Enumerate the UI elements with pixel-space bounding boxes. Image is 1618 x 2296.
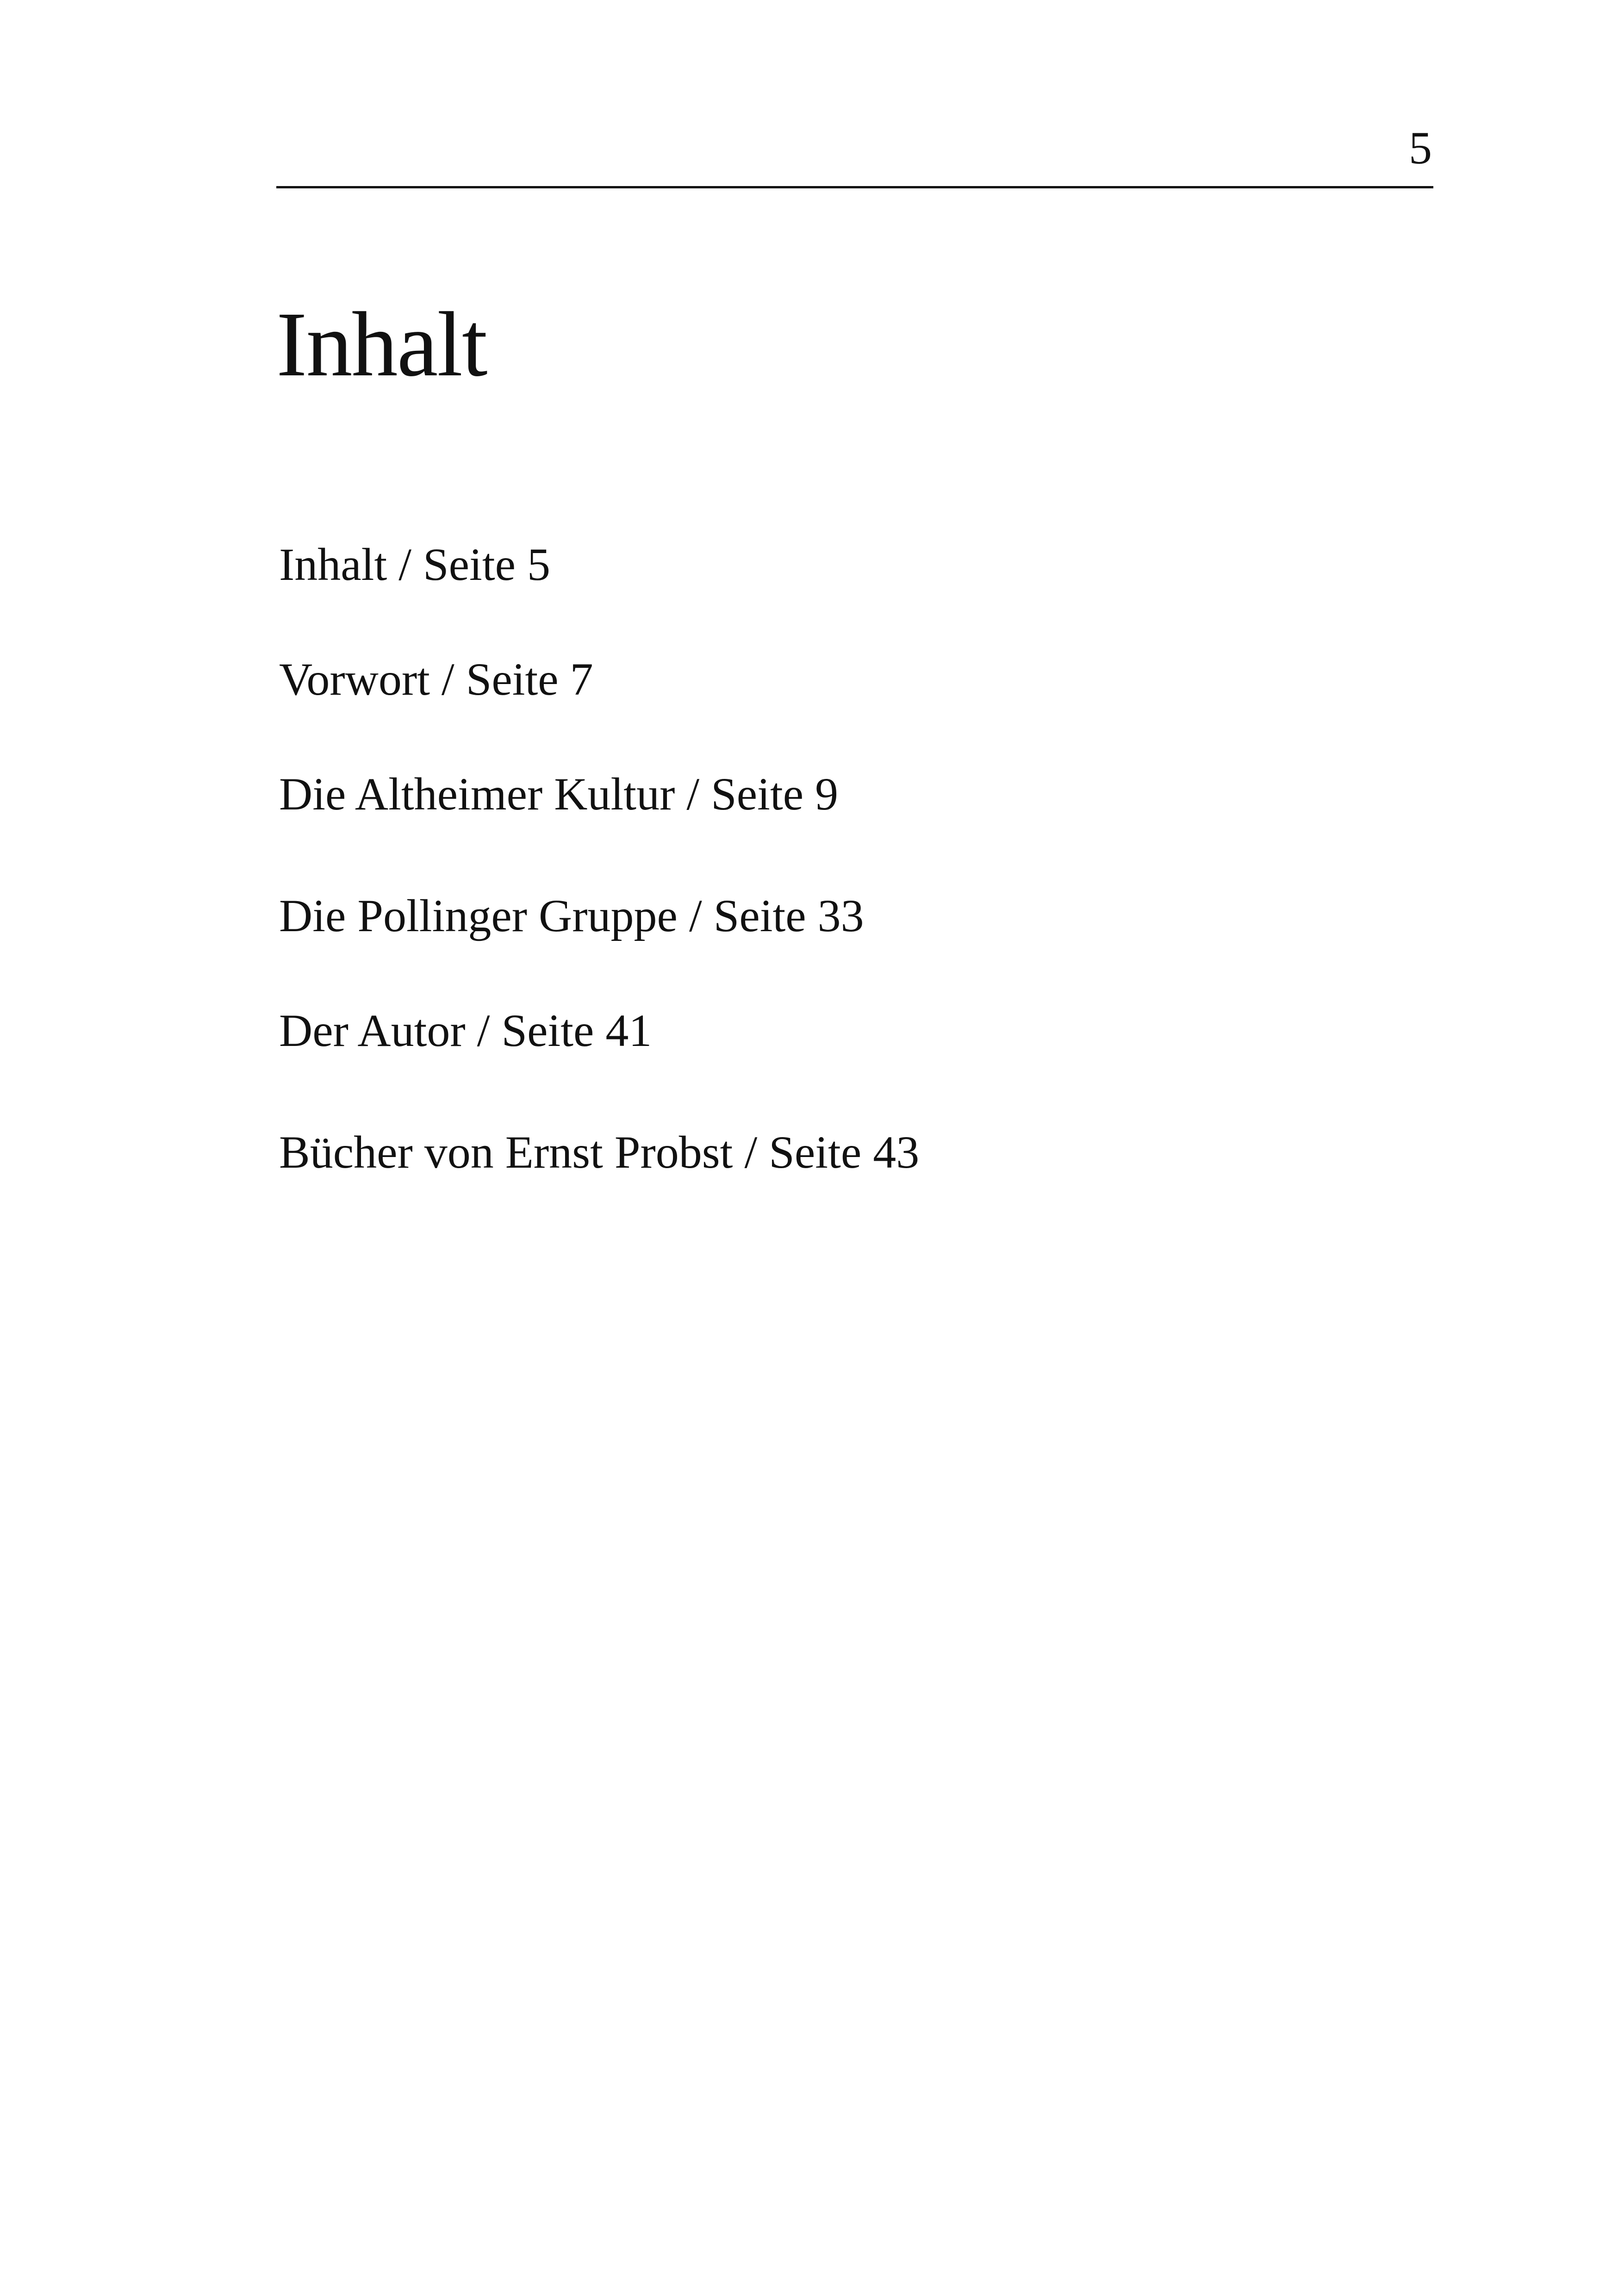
toc-entry-buecher: Bücher von Ernst Probst / Seite 43 bbox=[279, 1126, 920, 1178]
page-title: Inhalt bbox=[276, 293, 487, 396]
toc-entry-vorwort: Vorwort / Seite 7 bbox=[279, 653, 593, 705]
toc-entry-pollinger-gruppe: Die Pollinger Gruppe / Seite 33 bbox=[279, 890, 864, 941]
page-number: 5 bbox=[1409, 122, 1432, 174]
toc-entry-inhalt: Inhalt / Seite 5 bbox=[279, 539, 550, 590]
toc-entry-altheimer-kultur: Die Altheimer Kultur / Seite 9 bbox=[279, 768, 839, 820]
header-divider bbox=[276, 186, 1433, 188]
toc-entry-autor: Der Autor / Seite 41 bbox=[279, 1005, 652, 1056]
